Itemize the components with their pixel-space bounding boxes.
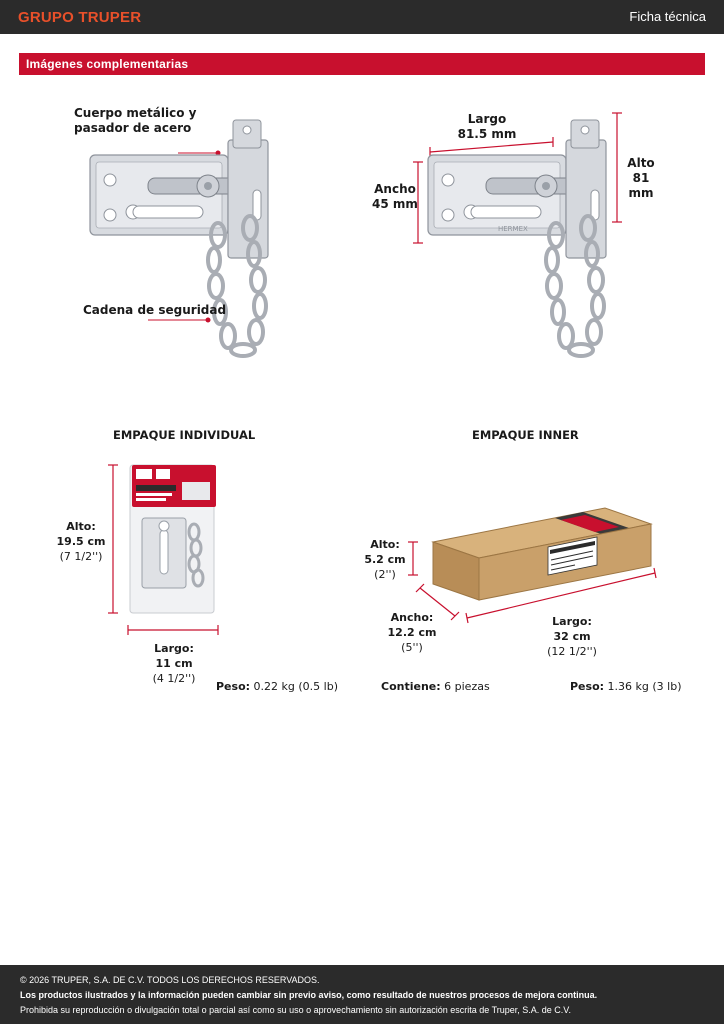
brand-logo: GRUPO TRUPER — [18, 9, 142, 26]
inner-package-image — [405, 500, 665, 630]
inner-contents: Contiene: 6 piezas — [381, 680, 490, 693]
document-type: Ficha técnica — [629, 9, 706, 24]
dim-width-label: Ancho 45 mm — [372, 182, 418, 211]
inner-height-label: Alto: 5.2 cm (2'') — [364, 538, 406, 581]
footer-prohibition: Prohibida su reproducción o divulgación total o parcial así como su uso o aprovechamiento sin autorización escrita de Truper, S.A. de C.V. — [20, 1005, 571, 1015]
callout-chain-label: Cadena de seguridad — [83, 303, 227, 317]
top-bar — [0, 0, 724, 34]
inner-package-heading: EMPAQUE INNER — [472, 428, 579, 442]
individual-weight: Peso: 0.22 kg (0.5 lb) — [216, 680, 338, 693]
individual-height-label: Alto: 19.5 cm (7 1/2'') — [56, 520, 106, 563]
brand-mark: HERMEX — [498, 225, 528, 233]
product-image-dimensions — [410, 110, 640, 380]
inner-length-label: Largo: 32 cm (12 1/2'') — [547, 615, 597, 658]
inner-width-label: Ancho: 12.2 cm (5'') — [387, 611, 437, 654]
dim-height-label: Alto 81 mm — [627, 156, 655, 200]
section-title: Imágenes complementarias — [26, 57, 189, 71]
footer-notice: Los productos ilustrados y la información pueden cambiar sin previo aviso, como resultado de nuestros procesos de mejora continua. — [20, 990, 598, 1000]
product-image-callouts — [78, 110, 288, 380]
section-header — [19, 53, 705, 75]
footer — [0, 965, 724, 1024]
individual-package-image — [100, 460, 230, 640]
dim-length-label: Largo 81.5 mm — [457, 112, 517, 141]
individual-length-label: Largo: 11 cm (4 1/2'') — [152, 642, 196, 685]
individual-package-heading: EMPAQUE INDIVIDUAL — [113, 428, 256, 442]
footer-copyright: © 2026 TRUPER, S.A. DE C.V. TODOS LOS DERECHOS RESERVADOS. — [20, 975, 320, 985]
callout-body-label: Cuerpo metálico y pasador de acero — [74, 106, 197, 135]
inner-weight: Peso: 1.36 kg (3 lb) — [570, 680, 682, 693]
